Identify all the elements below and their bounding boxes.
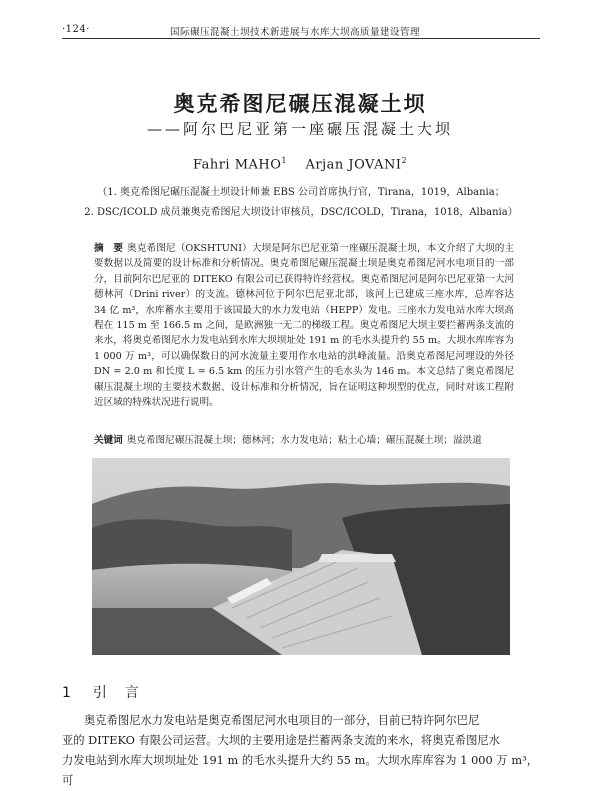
author-2-name: Arjan JOVANI	[305, 157, 402, 173]
section-1-heading	[62, 682, 141, 702]
article-subtitle: ——阿尔巴尼亚第一座碾压混凝土大坝	[146, 120, 453, 138]
keywords-text: 奥克希图尼碾压混凝土坝；德林河；水力发电站；粘土心墙；碾压混凝土坝；溢洪道	[126, 435, 482, 446]
dam-photo-icon	[92, 458, 510, 655]
keywords-label: 关键词	[94, 435, 123, 446]
header-rule	[62, 38, 540, 39]
abstract-text: 奥克希图尼（OKSHTUNI）大坝是阿尔巴尼亚第一座碾压混凝土坝，本文介绍了大坝的主要数据以及简要的设计标准和分析情况。奥克希图尼碾压混凝土坝是奥克希图尼河水电项目的一部分，目前阿尔巴尼亚的 DITEKO 有限公司已获得特许经营权。奥克希图尼河是阿尔巴尼亚第一大河德林河（Drini river）的支流。德林河位于阿尔巴尼亚北部，该河上已建成三座水库，总库容达 34 亿 m³，水库蓄水主要用于该国最大的水力发电站（HEPP）发电。三座水力发电站水库大坝高程在 115 m 至 166.5 m 之间，是欧洲独一无二的梯级工程。奥克希图尼大坝主要拦蓄两条支流的来水，将奥克希图尼水力发电站到水库大坝坝址处 191 m 的毛水头提升约 55 m。大坝水库库容为 1 000 万 m³，可以确保数日的河水流量主要用作水电站的洪峰流量。沿奥克希图尼河埋设的外径 DN = 2.0 m 和长度 L = 6.5 km 的压力引水管产生的毛水头为 146 m。本文总结了奥克希图尼碾压混凝土坝的主要技术数据、设计标准和分析情况，旨在证明这种坝型的优点，同时对该工程附近区域的特殊状况进行说明。	[94, 243, 515, 409]
section-1-title: 引 言	[92, 685, 141, 701]
dam-photo	[92, 458, 510, 655]
body-line-2: 亚的 DITEKO 有限公司运营。大坝的主要用途是拦蓄两条支流的来水，将奥克希图尼水	[62, 734, 500, 747]
page-number: ·124·	[62, 24, 90, 35]
abstract-label: 摘 要	[94, 243, 124, 254]
author-2-sup: 2	[401, 156, 408, 165]
journal-title: 国际碾压混凝土坝技术新进展与水库大坝高质量建设管理	[170, 27, 421, 38]
section-1-number: 1	[62, 685, 73, 701]
affiliation-1: （1. 奥克希图尼碾压混凝土坝设计师兼 EBS 公司首席执行官，Tirana，1019，Albania；	[97, 187, 505, 198]
abstract	[94, 241, 514, 410]
author-1-name: Fahri MAHO	[192, 157, 282, 173]
section-1-body	[62, 711, 538, 791]
affiliation-2: 2. DSC/ICOLD 成员兼奥克希图尼大坝设计审核员，DSC/ICOLD，Tirana，1018，Albania）	[84, 207, 518, 218]
body-line-3: 力发电站到水库大坝坝址处 191 m 的毛水头提升大约 55 m。大坝水库库容为 1 000 万 m³，可	[62, 754, 538, 787]
photo-dam-crest	[318, 554, 396, 562]
author-1-sup: 1	[281, 156, 287, 165]
authors	[0, 156, 600, 172]
keywords	[94, 432, 514, 446]
body-line-1: 奥克希图尼水力发电站是奥克希图尼河水电项目的一部分，目前已特许阿尔巴尼	[84, 714, 480, 727]
article-title: 奥克希图尼碾压混凝土坝	[173, 92, 427, 116]
